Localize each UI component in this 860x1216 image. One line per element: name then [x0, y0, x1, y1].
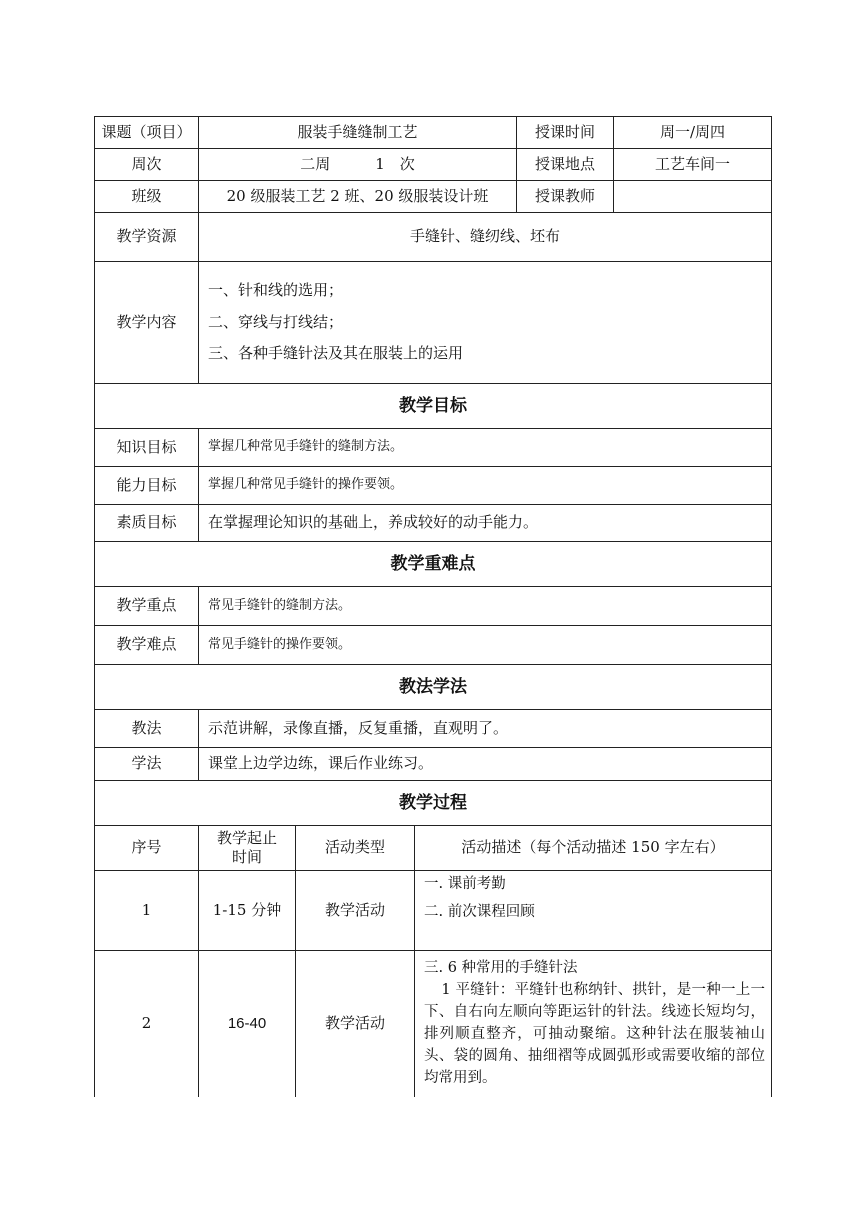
focus-row [95, 587, 771, 626]
focus-label: 教学重点 [95, 587, 199, 625]
ability-value: 掌握几种常见手缝针的操作要领。 [208, 477, 404, 493]
methods-title: 教法学法 [399, 676, 467, 697]
header-no: 序号 [95, 826, 199, 870]
content-item: 三、各种手缝针法及其在服装上的运用 [208, 344, 464, 363]
teacher-value [614, 181, 771, 212]
desc-line: 二. 前次课程回顾 [424, 904, 535, 920]
methods-section-row [95, 665, 771, 710]
topic-label: 课题（项目） [95, 117, 199, 148]
week-value: 二周 1 次 [199, 149, 517, 180]
quality-row [95, 505, 771, 542]
row-desc [415, 871, 771, 950]
learn-method-label: 学法 [95, 748, 199, 780]
teacher-label: 授课教师 [517, 181, 614, 212]
process-title: 教学过程 [399, 792, 467, 813]
resources-label: 教学资源 [95, 213, 199, 261]
objectives-title: 教学目标 [399, 395, 467, 416]
content-row [95, 262, 771, 384]
week-row [95, 149, 771, 181]
process-row [95, 871, 771, 951]
topic-value: 服装手缝缝制工艺 [199, 117, 517, 148]
focus-value: 常见手缝针的缝制方法。 [208, 597, 352, 613]
teach-method-label: 教法 [95, 710, 199, 747]
content-item: 一、针和线的选用； [208, 281, 344, 300]
week-label: 周次 [95, 149, 199, 180]
quality-value: 在掌握理论知识的基础上，养成较好的动手能力。 [208, 513, 539, 532]
content-item: 二、穿线与打线结； [208, 312, 344, 331]
key-points-section-row [95, 542, 771, 587]
knowledge-label: 知识目标 [95, 429, 199, 466]
teach-method-row [95, 710, 771, 748]
content-label: 教学内容 [95, 262, 199, 383]
header-time: 教学起止 时间 [199, 826, 296, 870]
process-row [95, 951, 771, 1097]
difficulty-label: 教学难点 [95, 626, 199, 664]
row-type: 教学活动 [296, 871, 415, 950]
knowledge-row [95, 429, 771, 467]
header-type: 活动类型 [296, 826, 415, 870]
row-no: 2 [95, 951, 199, 1097]
class-row [95, 181, 771, 213]
resources-value: 手缝针、缝纫线、坯布 [409, 227, 560, 246]
place-value: 工艺车间一 [654, 154, 730, 173]
knowledge-value: 掌握几种常见手缝针的缝制方法。 [208, 439, 404, 455]
desc-paragraph: 1 平缝针：平缝针也称纳针、拱针，是一种一上一下、自右向左顺向等距运针的针法。线迹长短均匀，排列顺直整齐，可抽动聚缩。这种针法在服装袖山头、袋的圆角、抽细褶等成圆弧形或需要收缩的部位均常用到。 [424, 982, 765, 1086]
difficulty-row [95, 626, 771, 665]
process-header-row [95, 826, 771, 871]
topic-row [95, 117, 771, 149]
quality-label: 素质目标 [95, 505, 199, 541]
lesson-plan-table [94, 116, 772, 1097]
ability-label: 能力目标 [95, 467, 199, 504]
row-time: 1-15 分钟 [199, 871, 296, 950]
header-desc: 活动描述（每个活动描述 150 字左右） [461, 838, 725, 857]
class-label: 班级 [95, 181, 199, 212]
desc-line: 三. 6 种常用的手缝针法 [424, 960, 578, 976]
row-time: 16-40 [199, 951, 296, 1097]
teach-method-value: 示范讲解，录像直播，反复重播，直观明了。 [208, 718, 509, 737]
place-label: 授课地点 [517, 149, 614, 180]
row-desc [415, 951, 771, 1097]
row-type: 教学活动 [296, 951, 415, 1097]
resources-row [95, 213, 771, 262]
class-value: 20 级服装工艺 2 班、20 级服装设计班 [199, 181, 517, 212]
content-list [199, 262, 771, 383]
row-no: 1 [95, 871, 199, 950]
learn-method-row [95, 748, 771, 781]
objectives-section-row [95, 384, 771, 429]
desc-line: 一. 课前考勤 [424, 876, 506, 892]
time-label: 授课时间 [517, 117, 614, 148]
key-points-title: 教学重难点 [390, 553, 476, 574]
ability-row [95, 467, 771, 505]
difficulty-value: 常见手缝针的操作要领。 [208, 636, 352, 652]
time-value: 周一/周四 [659, 122, 726, 141]
process-section-row [95, 781, 771, 826]
learn-method-value: 课堂上边学边练，课后作业练习。 [208, 754, 434, 773]
